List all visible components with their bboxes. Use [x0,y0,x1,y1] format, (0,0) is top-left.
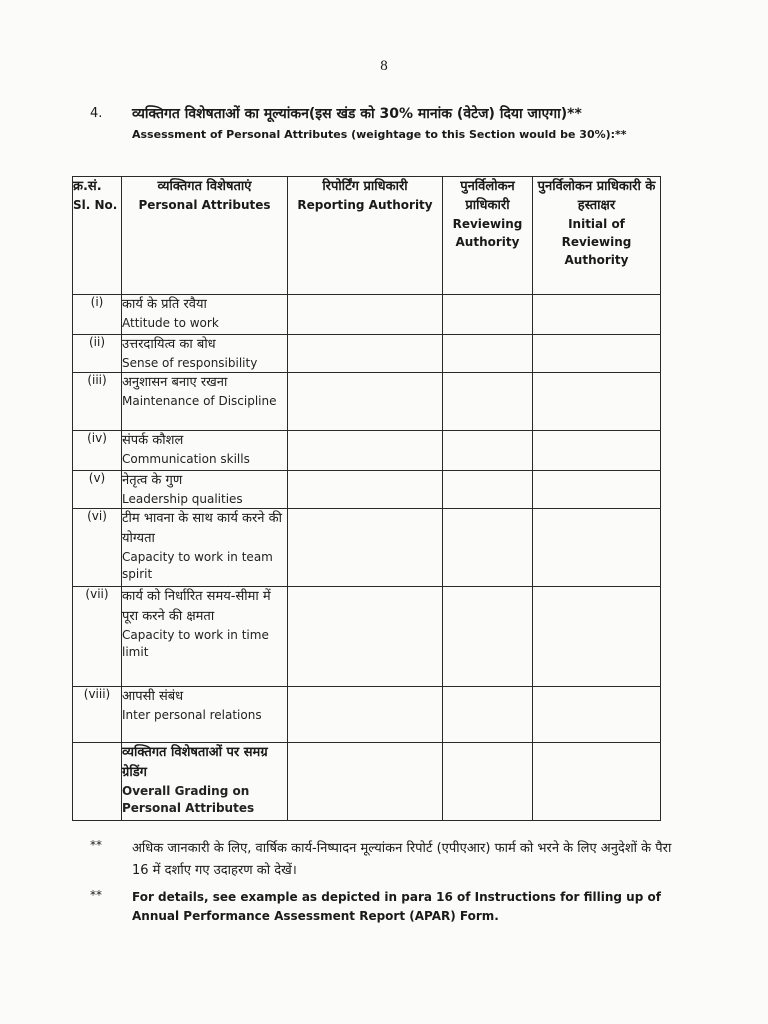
row-sl: (viii) [73,687,122,743]
reviewing-grade-cell[interactable] [443,295,533,335]
page-number: 8 [380,58,388,74]
footnote-hindi [90,838,690,882]
table-row [73,335,661,373]
header-reporting-authority: रिपोर्टिंग प्राधिकारी Reporting Authority [288,177,443,295]
initial-cell[interactable] [533,687,661,743]
section-number: 4. [90,106,103,121]
attribute-cell: नेतृत्व के गुण Leadership qualities [122,471,288,509]
row-sl: (iii) [73,373,122,431]
overall-reporting-grade-cell[interactable] [288,743,443,821]
attribute-cell: कार्य को निर्धारित समय-सीमा में पूरा करने की क्षमता Capacity to work in time limit [122,587,288,687]
reporting-grade-cell[interactable] [288,431,443,471]
reviewing-grade-cell[interactable] [443,373,533,431]
initial-cell[interactable] [533,509,661,587]
reviewing-grade-cell[interactable] [443,509,533,587]
reviewing-grade-cell[interactable] [443,687,533,743]
table-row [73,295,661,335]
overall-reviewing-grade-cell[interactable] [443,743,533,821]
row-sl: (ii) [73,335,122,373]
section-title-english: Assessment of Personal Attributes (weightage to this Section would be 30%):** [132,128,627,141]
reporting-grade-cell[interactable] [288,587,443,687]
row-sl: (iv) [73,431,122,471]
overall-grading-row [73,743,661,821]
overall-initial-cell[interactable] [533,743,661,821]
attribute-cell: कार्य के प्रति रवैया Attitude to work [122,295,288,335]
initial-cell[interactable] [533,335,661,373]
initial-cell[interactable] [533,587,661,687]
row-sl: (vii) [73,587,122,687]
reporting-grade-cell[interactable] [288,471,443,509]
section-title-hindi: व्यक्तिगत विशेषताओं का मूल्यांकन(इस खंड को 30% मानांक (वेटेज) दिया जाएगा)** [132,106,582,122]
table-row [73,509,661,587]
reporting-grade-cell[interactable] [288,373,443,431]
table-row [73,373,661,431]
overall-sl-blank [73,743,122,821]
reporting-grade-cell[interactable] [288,335,443,373]
footnote-mark: ** [90,888,102,902]
footnote-english [90,888,690,926]
overall-grading-label: व्यक्तिगत विशेषताओं पर समग्र ग्रेडिंग Overall Grading on Personal Attributes [122,743,288,821]
row-sl: (vi) [73,509,122,587]
reviewing-grade-cell[interactable] [443,335,533,373]
row-sl: (i) [73,295,122,335]
header-reviewing-authority: पुनर्विलोकन प्राधिकारी Reviewing Authority [443,177,533,295]
attribute-cell: टीम भावना के साथ कार्य करने की योग्यता Capacity to work in team spirit [122,509,288,587]
table-row [73,471,661,509]
initial-cell[interactable] [533,373,661,431]
initial-cell[interactable] [533,471,661,509]
personal-attributes-table [72,176,661,821]
reporting-grade-cell[interactable] [288,509,443,587]
attribute-cell: आपसी संबंध Inter personal relations [122,687,288,743]
header-initial-reviewing-authority: पुनर्विलोकन प्राधिकारी के हस्ताक्षर Initial of Reviewing Authority [533,177,661,295]
reviewing-grade-cell[interactable] [443,587,533,687]
initial-cell[interactable] [533,431,661,471]
footnote-text: अधिक जानकारी के लिए, वार्षिक कार्य-निष्पादन मूल्यांकन रिपोर्ट (एपीएआर) फार्म को भरने के लिए अनुदेशों के पैरा 16 में दर्शाए गए उदाहरण को देखें। [132,841,672,878]
header-personal-attributes: व्यक्तिगत विशेषताएं Personal Attributes [122,177,288,295]
footnote-text: For details, see example as depicted in para 16 of Instructions for filling up of Annual Performance Assessment Report (APAR) Form. [132,890,661,923]
header-sl-no: क्र.सं. Sl. No. [73,177,122,295]
footnotes [90,838,690,932]
reporting-grade-cell[interactable] [288,687,443,743]
reporting-grade-cell[interactable] [288,295,443,335]
attribute-cell: उत्तरदायित्व का बोध Sense of responsibility [122,335,288,373]
table-row [73,587,661,687]
reviewing-grade-cell[interactable] [443,431,533,471]
table-row [73,687,661,743]
initial-cell[interactable] [533,295,661,335]
table-header-row [73,177,661,295]
reviewing-grade-cell[interactable] [443,471,533,509]
attribute-cell: संपर्क कौशल Communication skills [122,431,288,471]
row-sl: (v) [73,471,122,509]
table-row [73,431,661,471]
attribute-cell: अनुशासन बनाए रखना Maintenance of Discipline [122,373,288,431]
footnote-mark: ** [90,838,102,852]
